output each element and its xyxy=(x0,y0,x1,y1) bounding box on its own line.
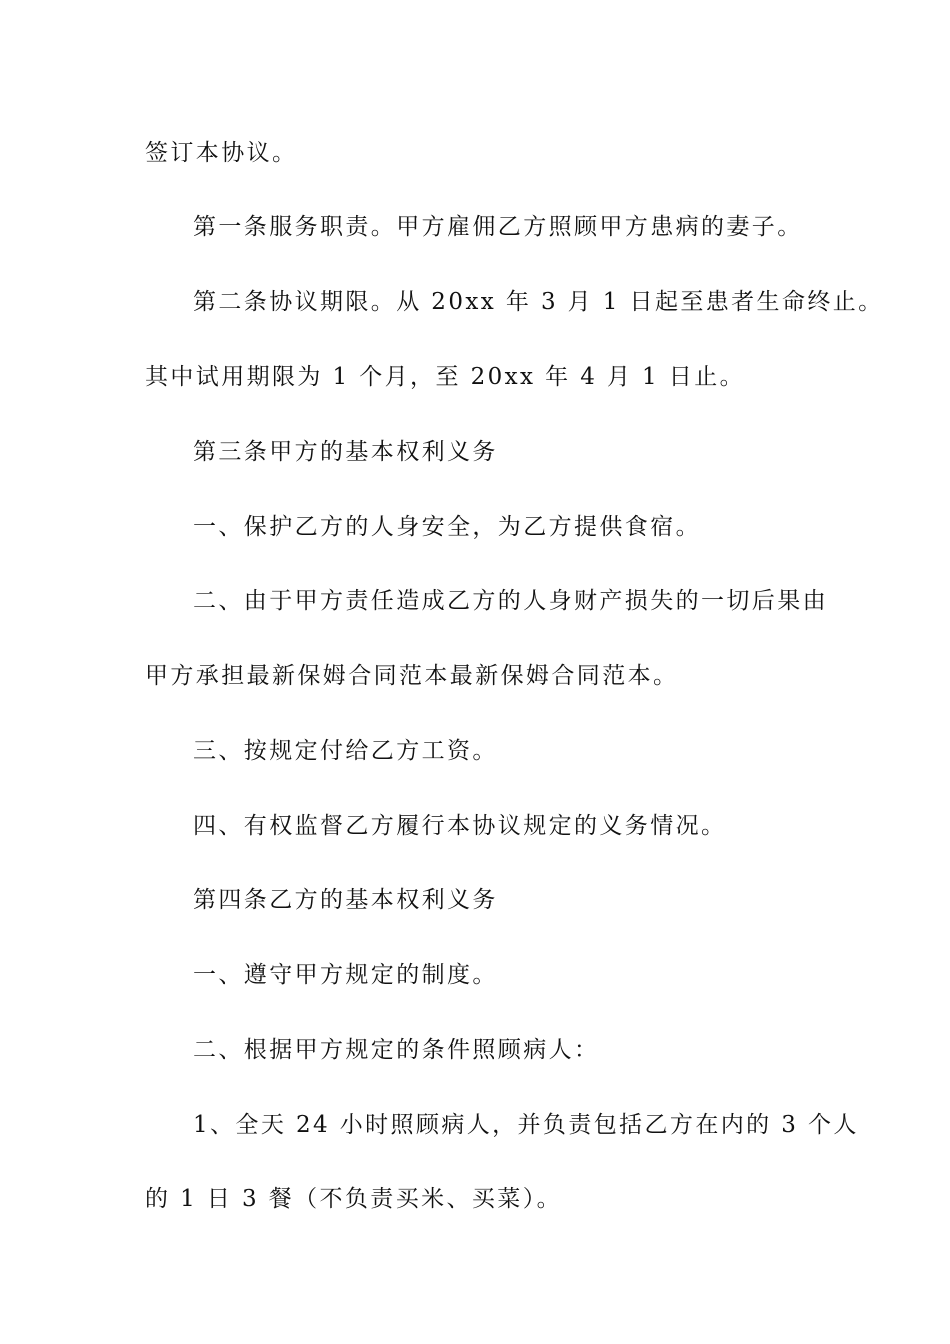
paragraph-line: 1、全天 24 小时照顾病人，并负责包括乙方在内的 3 个人 xyxy=(193,1112,859,1138)
paragraph-line: 四、有权监督乙方履行本协议规定的义务情况。 xyxy=(193,813,727,839)
paragraph-line: 二、由于甲方责任造成乙方的人身财产损失的一切后果由 xyxy=(193,588,828,614)
paragraph-line: 其中试用期限为 1 个月，至 20xx 年 4 月 1 日止。 xyxy=(145,364,745,390)
paragraph-line: 二、根据甲方规定的条件照顾病人： xyxy=(193,1037,600,1063)
section-heading: 第四条乙方的基本权利义务 xyxy=(193,887,498,913)
paragraph-line: 甲方承担最新保姆合同范本最新保姆合同范本。 xyxy=(145,663,679,689)
paragraph-line: 签订本协议。 xyxy=(145,140,298,166)
paragraph-line: 的 1 日 3 餐（不负责买米、买菜）。 xyxy=(145,1186,563,1212)
paragraph-line: 第一条服务职责。甲方雇佣乙方照顾甲方患病的妻子。 xyxy=(193,214,803,240)
paragraph-line: 三、按规定付给乙方工资。 xyxy=(193,738,498,764)
paragraph-line: 一、遵守甲方规定的制度。 xyxy=(193,962,498,988)
paragraph-line: 第二条协议期限。从 20xx 年 3 月 1 日起至患者生命终止。 xyxy=(193,289,884,315)
paragraph-line: 一、保护乙方的人身安全，为乙方提供食宿。 xyxy=(193,514,701,540)
section-heading: 第三条甲方的基本权利义务 xyxy=(193,439,498,465)
